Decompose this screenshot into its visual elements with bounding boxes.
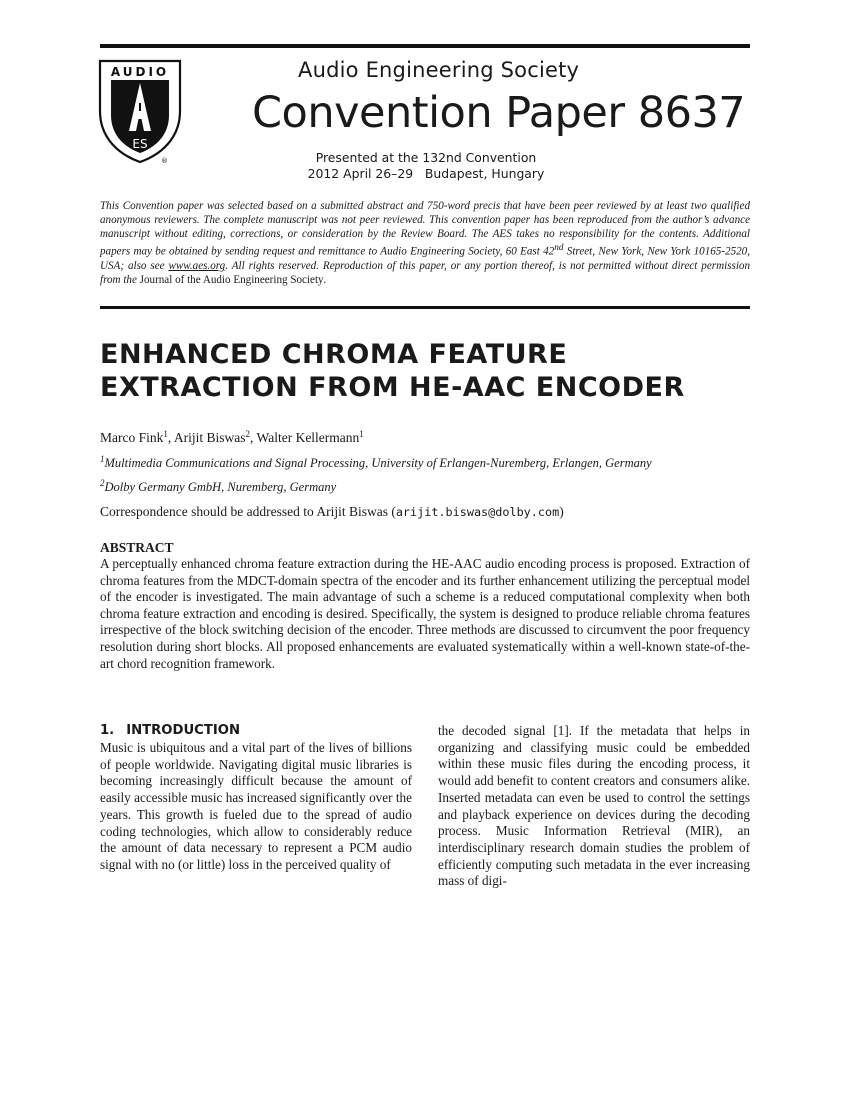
disclaimer-part3: . All rights reserved. Reproduction of this paper, or any portion thereof, is not permitted without direct permission from the <box>100 260 750 287</box>
registered-mark: ® <box>161 157 168 165</box>
aes-logo <box>98 59 182 165</box>
correspondence <box>100 504 564 520</box>
author-affiliation-mark: 1 <box>163 429 168 439</box>
presentation-info <box>300 150 552 182</box>
disclaimer-part2: Street, New York, New York 10165-2520, USA; also see <box>100 245 751 273</box>
top-rule <box>100 44 750 48</box>
title-line-2: EXTRACTION FROM HE-AAC ENCODER <box>100 372 685 403</box>
date-place: 2012 April 26–29 Budapest, Hungary <box>307 166 545 181</box>
affiliation-mark: 1 <box>100 454 105 464</box>
convention-paper-title <box>252 88 745 138</box>
author-list <box>100 430 364 446</box>
journal-name: Journal of the Audio Engineering Society <box>139 274 324 287</box>
logo-text-audio: AUDIO <box>110 65 170 79</box>
introduction-left-column: Music is ubiquitous and a vital part of the lives of billions of people worldwide. Navigating digital music libraries is becoming increasingly difficult because the amount of easily accessible music has increased significantly over the years. This growth is fueled due to the spread of audio coding technologies, which allow to considerably reduce the amount of data necessary to represent a PCM audio signal with no (or little) loss in the perceived quality of <box>100 740 412 872</box>
paper-type: Convention Paper <box>252 88 625 138</box>
aes-website-link[interactable]: www.aes.org <box>168 260 226 273</box>
title-line-1: ENHANCED CHROMA FEATURE <box>100 339 568 370</box>
affiliation-1 <box>100 456 652 471</box>
correspondence-email[interactable]: arijit.biswas@dolby.com <box>395 505 560 519</box>
affiliation-text: Dolby Germany GmbH, Nuremberg, Germany <box>104 480 337 494</box>
affiliation-mark: 2 <box>100 478 105 488</box>
author-name: Arijit Biswas <box>173 430 246 445</box>
section-number: 1. <box>100 723 115 738</box>
disclaimer-superscript: nd <box>554 243 564 254</box>
introduction-right-column: the decoded signal [1]. If the metadata that helps in organizing and classifying music could be embedded within these music files during the encoding process, it would add benefit to content creators and consumers alike. Inserted metadata can even be used to control the settings and playback experience on devices during the decoding process. Music Information Retrieval (MIR), an interdisciplinary research domain studies the problem of efficiently computing such metadata in the ever increasing mass of digi- <box>438 723 750 889</box>
author-name: Marco Fink <box>100 430 164 445</box>
paper-title <box>100 338 760 404</box>
author-name: Walter Kellermann <box>256 430 360 445</box>
section-rule <box>100 306 750 309</box>
disclaimer-end: . <box>323 274 327 287</box>
society-name: Audio Engineering Society <box>298 58 580 82</box>
abstract-heading: ABSTRACT <box>100 540 174 555</box>
correspondence-suffix: ) <box>559 504 564 519</box>
author-affiliation-mark: 2 <box>245 429 251 439</box>
author-affiliation-mark: 1 <box>359 429 364 439</box>
affiliation-2 <box>100 480 336 495</box>
presented-line: Presented at the 132nd Convention <box>315 150 537 165</box>
affiliation-text: Multimedia Communications and Signal Processing, University of Erlangen-Nuremberg, Erlangen, Germany <box>104 456 652 470</box>
correspondence-prefix: Correspondence should be addressed to Arijit Biswas ( <box>100 504 396 519</box>
author-separator: , <box>250 430 257 445</box>
section-title: INTRODUCTION <box>126 723 240 738</box>
introduction-heading <box>100 723 240 738</box>
abstract-text: A perceptually enhanced chroma feature extraction during the HE-AAC audio encoding process is proposed. Extraction of chroma features from the MDCT-domain spectra of the encoder and its further enhancement utilizing the perceptual model of the encoder is investigated. The main advantage of such a scheme is a reduced computational complexity when both chroma feature extraction and encoding is desired. Specifically, the system is designed to produce reliable chroma features irrespective of the block switching decision of the encoder. Three methods are discussed to circumvent the poor frequency resolution during short blocks. All proposed enhancements are evaluated systematically within a well-known state-of-the-art chord recognition framework. <box>100 556 750 671</box>
author-separator: , <box>167 430 174 445</box>
paper-number: 8637 <box>637 88 746 138</box>
disclaimer-part1: This Convention paper was selected based on a submitted abstract and 750-word precis that have been peer reviewed by at least two qualified anonymous reviewers. The complete manuscript was not peer reviewed. This convention paper has been reproduced from the author’s advance manuscript without editing, corrections, or consideration by the Review Board. The AES takes no responsibility for the contents. Additional papers may be obtained by sending request and remittance to Audio Engineering Society, 60 East 42 <box>100 200 750 258</box>
logo-text-es: ES <box>132 137 148 151</box>
disclaimer <box>100 199 750 287</box>
